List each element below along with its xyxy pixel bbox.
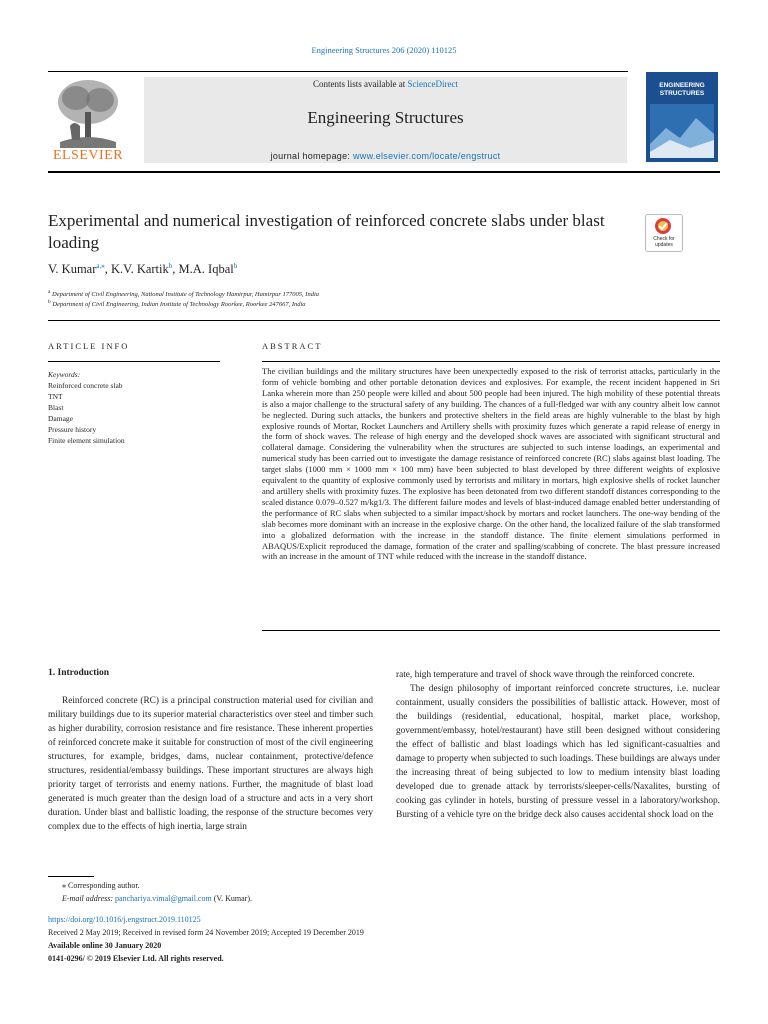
- contents-line: [144, 79, 627, 89]
- keyword-item: Finite element simulation: [48, 436, 125, 445]
- check-updates-label: Check for updates: [653, 236, 675, 248]
- section-heading-introduction: 1. Introduction: [48, 668, 110, 678]
- author-2[interactable]: K.V. Kartik$^b$: [111, 262, 173, 277]
- affiliation-b: $^b$ Department of Civil Engineering, Indian Institute of Technology Roorkee, Roorkee 247667, India: [48, 299, 306, 309]
- journal-reference[interactable]: Engineering Structures 206 (2020) 110125: [311, 45, 457, 55]
- email-footnote: [62, 894, 252, 903]
- keyword-item: Blast: [48, 403, 64, 412]
- email-label: E-mail address:: [62, 894, 116, 903]
- publisher-name: ELSEVIER: [52, 148, 124, 163]
- email-link[interactable]: panchariya.vimal@gmail.com: [115, 894, 212, 903]
- email-suffix: (V. Kumar).: [211, 894, 252, 903]
- homepage-link[interactable]: www.elsevier.com/locate/engstruct: [353, 151, 501, 161]
- author-1[interactable]: V. Kumar$^{a,⁎}$: [48, 262, 105, 277]
- article-info-top-rule: [48, 320, 720, 321]
- available-online: Available online 30 January 2020: [48, 941, 162, 950]
- intro-left-column: [48, 694, 373, 834]
- homepage-prefix: journal homepage:: [270, 151, 353, 161]
- abstract-text: The civilian buildings and the military structures have been unexpectedly exposed to the risk of terrorist attacks, particularly in the form of vehicle bombing and other portable detonation devices and explosives. For example, the recent incident happened in Sri Lanka wherein more than 250 people were killed and about 500 people had been injured. The high mobility of these potential threats is also a major challenge to the structural safety of any building. The chances of a full-fledged war with any country albeit low cannot be neglected. During such attacks, the bunkers and protective shelters in the field areas are highly vulnerable to the blast by high explosive rounds of Mortar, Rocket Launchers and Artillery shells with proximity fuzes which generate a rapid release of energy in the form of shock waves. The release of high energy and the developed shock waves are associated with significant structural and collateral damage. Considering the vulnerability when the structures are subjected to such intense loadings, an experimental and numerical study has been carried out to investigate the damage resistance of reinforced concrete (RC) slabs against blast loading. The target slabs (1000 mm × 1000 mm × 100 mm) have been subjected to blast developed by three different weights of explosive equivalent to the quantity of explosive commonly used by terrorists and military in mortars, high explosive shells of rocket launcher and artillery shells with proximity fuzes. The explosive has been detonated from two different standoff distances corresponding to the scaled distance 0.079–0.527 m/kg1/3. The different failure modes and levels of blast-induced damage enabled better understanding of the performance of RC slabs when subjected to a similar impact/shock by mortars and rocket launchers. The one-way bending of the slab becomes more dominant with an increase in the explosive charge. On the other hand, the localized failure of the slab transformed into a globalized deformation with the increase in the standoff distance. The finite element simulations performed in ABAQUS/Explicit reproduced the damage, formation of the crater and spalling/scabbing of concrete. The blast pressure increased with an increase in the amount of TNT while reduced with the increase in the standoff distance.: [262, 366, 720, 562]
- keyword-item: Damage: [48, 414, 73, 423]
- article-info-heading: ARTICLE INFO: [48, 341, 130, 351]
- abstract-bottom-rule: [262, 630, 720, 631]
- author-list: V. Kumar$^{a,⁎}$, K.V. Kartik$^b$, M.A. Iqbal$^b$: [48, 262, 238, 277]
- keyword-item: TNT: [48, 392, 63, 401]
- keyword-item: Reinforced concrete slab: [48, 381, 123, 390]
- elsevier-tree-logo[interactable]: [50, 76, 126, 148]
- header-top-rule: [48, 71, 628, 72]
- article-title: Experimental and numerical investigation of reinforced concrete slabs under blast loading: [48, 211, 605, 252]
- footnote-rule: [48, 876, 94, 877]
- keywords-block: [48, 369, 125, 446]
- affiliation-a: $^a$ Department of Civil Engineering, National Institute of Technology Hamirpur, Hamirpur 177005, India: [48, 289, 320, 299]
- corresponding-author-note: ⁎ Corresponding author.: [62, 881, 140, 890]
- abstract-rule: [262, 361, 720, 362]
- contents-prefix: Contents lists available at: [313, 79, 408, 89]
- abstract-heading: ABSTRACT: [262, 341, 323, 351]
- check-updates-icon: [654, 217, 672, 235]
- received-dates: Received 2 May 2019; Received in revised form 24 November 2019; Accepted 19 December 2019: [48, 928, 364, 937]
- journal-homepage: [144, 151, 627, 161]
- journal-cover-title: [650, 82, 714, 98]
- intro-paragraph-2: The design philosophy of important reinforced concrete structures, i.e. nuclear containment, usually considers the possibilities of ballistic attack. However, most of the buildings (residential, educational, hospital, market place, workshop, government/embassy, hotel/restaurant) have still been designed without considering the effect of ballistic and blast loadings which has led significant-casualties and damage to property when subjected to such loadings. These buildings are always under the increasing threat of being subjected to low to medium intensity blast loading developed due to grenade attack by terrorists/sleeper-cells/Naxalites, bursting of cooking gas cylinder in hotels, bursting of pressure vessel in a laboratory/workshop. Bursting of a vehicle tyre on the bridge deck also causes accidental shock load on the: [396, 684, 720, 820]
- cover-artwork: [650, 104, 714, 158]
- intro-paragraph-1: Reinforced concrete (RC) is a principal construction material used for civilian and military buildings due to its superior material characteristics over steel and timber such as higher durability, corrosion resistance and fire resistance. These inherent properties of reinforced concrete make it suitable for construction of most of the civil engineering structures, for example, bridges, dams, nuclear containment, protective/defence structures, residential/embassy buildings. These important structures are always high priority target of terrorists and enemy nations. Further, the magnitude of blast load generated is much greater than the design load of a structure and acts in a very short duration. Under blast and ballistic loading, the response of the structure becomes very complex due to the effects of high inertia, large strain: [48, 696, 373, 832]
- intro-paragraph-continued: rate, high temperature and travel of shock wave through the reinforced concrete.: [396, 670, 695, 680]
- copyright: 0141-0296/ © 2019 Elsevier Ltd. All rights reserved.: [48, 954, 224, 963]
- cover-title-line2: STRUCTURES: [659, 90, 705, 97]
- keywords-label: Keywords:: [48, 370, 81, 379]
- journal-title: Engineering Structures: [307, 108, 464, 127]
- article-info-rule: [48, 361, 220, 362]
- sciencedirect-link[interactable]: ScienceDirect: [407, 79, 458, 89]
- keyword-item: Pressure history: [48, 425, 97, 434]
- cover-title-line1: ENGINEERING: [659, 82, 705, 89]
- doi-link[interactable]: https://doi.org/10.1016/j.engstruct.2019.110125: [48, 915, 201, 924]
- masthead-bottom-rule: [48, 171, 720, 173]
- intro-right-column: [396, 668, 720, 822]
- author-3[interactable]: M.A. Iqbal$^b$: [178, 262, 238, 277]
